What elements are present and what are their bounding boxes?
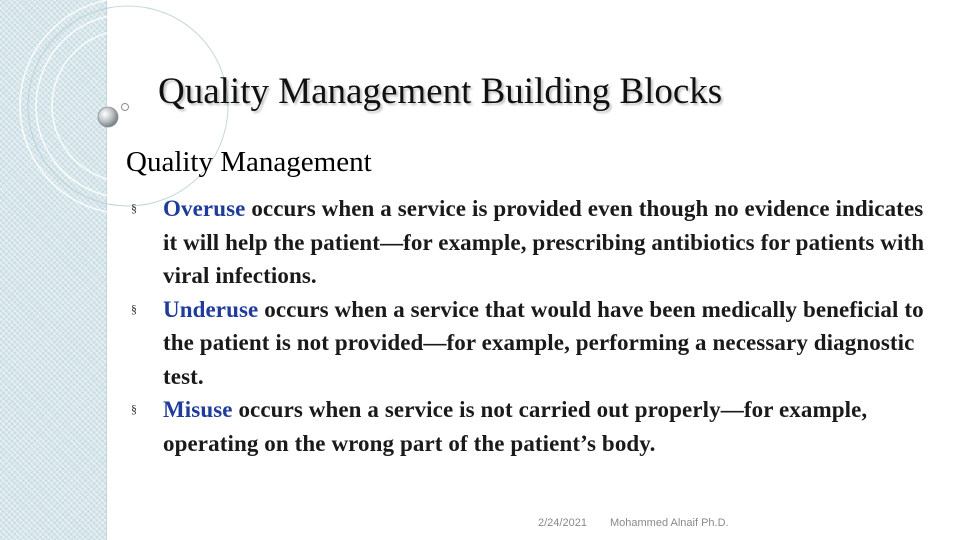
bullet-term: Misuse [163,397,233,422]
footer-date: 2/24/2021 [538,517,587,529]
small-circle-ornament-icon [122,104,129,111]
decorative-side-band [0,0,107,540]
slide-subheading: Quality Management [126,146,372,178]
bullet-list [128,192,928,460]
bullet-marker-icon: § [131,402,138,416]
bullet-term: Overuse [163,196,246,221]
slide-title: Quality Management Building Blocks [158,71,723,112]
bullet-item-misuse [128,393,928,460]
footer-author: Mohammed Alnaif Ph.D. [610,517,729,529]
bullet-text: occurs when a service that would have been medically beneficial to the patient is not provided—for example, performing a necessary diagnostic test. [163,296,924,389]
bullet-marker-icon: § [131,301,138,316]
bullet-text: occurs when a service is provided even though no evidence indicates it will help the patient—for example, prescribing antibiotics for patients with viral infections. [163,196,925,288]
bullet-text: occurs when a service is not carried out properly—for example, operating on the wrong part of the patient’s body. [163,397,868,456]
bullet-item-overuse [128,192,928,293]
bullet-term: Underuse [163,296,259,322]
bullet-marker-icon: § [131,201,138,215]
bullet-item-underuse [128,293,928,394]
